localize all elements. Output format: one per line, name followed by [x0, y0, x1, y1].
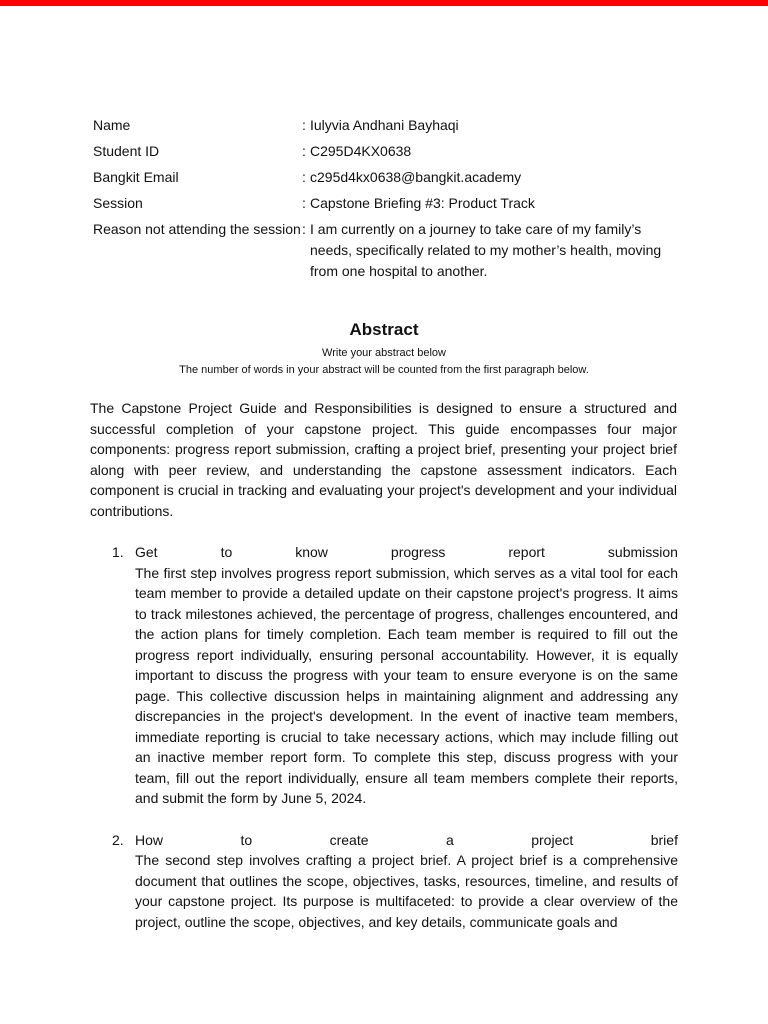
step-title-word: a [445, 831, 454, 848]
info-separator: : [302, 117, 306, 133]
step-title-word: submission [607, 544, 678, 560]
step-body: The second step involves crafting a project brief. A project brief is a comprehensive document that outlines the scope, objectives, tasks, resources, timeline, and results of your capstone project. Its purpose is multifaceted: to provide a clear overview of the project, outline the scope, objectives, and key details, communicate goals and [135, 852, 678, 930]
step-title [135, 542, 678, 563]
step-title-word: brief [650, 831, 678, 848]
info-separator: : [302, 221, 306, 237]
step-number: 2. [112, 831, 124, 848]
info-value: Capstone Briefing #3: Product Track [310, 195, 535, 211]
info-separator: : [302, 143, 306, 159]
info-separator: : [302, 169, 306, 185]
top-accent-bar [0, 0, 768, 6]
info-row-session [93, 193, 683, 214]
step-number: 1. [112, 544, 124, 560]
step-title-word: create [329, 831, 369, 848]
info-label: Reason not attending the session [93, 221, 301, 237]
info-row-reason [93, 219, 683, 282]
info-label: Name [93, 117, 131, 133]
steps-list [90, 542, 678, 953]
info-row-student-id [93, 141, 683, 162]
step-body: The first step involves progress report submission, which serves as a vital tool for each team member to provide a detailed update on their capstone project's progress. It aims to track milestones achieved, the percentage of progress, challenges encountered, and the action plans for timely completion. Each team member is required to fill out the progress report individually, ensuring personal accountability. However, it is equally important to discuss the progress with your team to ensure everyone is on the same page. This collective discussion helps in maintaining alignment and addressing any discrepancies in the project's development. In the event of inactive team members, immediate reporting is crucial to take necessary actions, which may include filling out an inactive member report form. To complete this step, discuss progress with your team, fill out the report individually, ensure all team members complete their reports, and submit the form by June 5, 2024. [135, 564, 678, 806]
info-label: Student ID [93, 143, 160, 159]
step-title-word: project [531, 831, 574, 848]
step-title-word: know [295, 544, 328, 560]
step-title-word: Get [135, 544, 158, 560]
info-value: C295D4KX0638 [310, 143, 412, 159]
step-title-word: report [508, 544, 545, 560]
abstract-heading: Abstract [349, 320, 419, 339]
info-value: c295d4kx0638@bangkit.academy [310, 169, 522, 185]
list-item [90, 830, 678, 933]
step-title-word: How [135, 831, 164, 848]
step-title [135, 830, 678, 851]
info-row-email [93, 167, 683, 188]
info-label: Session [93, 195, 143, 211]
info-separator: : [302, 195, 306, 211]
abstract-paragraph: The Capstone Project Guide and Responsibilities is designed to ensure a structured and successful completion of your capstone project. This guide encompasses four major components: progress report submission, crafting a project brief, presenting your project brief along with peer review, and understanding the capstone assessment indicators. Each component is crucial in tracking and evaluating your project's development and your individual contributions. [90, 400, 677, 519]
info-row-name [93, 115, 683, 136]
step-title-word: to [220, 544, 233, 560]
step-title-word: progress [390, 544, 446, 560]
abstract-word-count-note: The number of words in your abstract will be counted from the first paragraph below. [179, 364, 589, 376]
info-value: Iulyvia Andhani Bayhaqi [310, 117, 459, 133]
info-value: I am currently on a journey to take care of my family’s needs, specifically related to my mother’s health, moving from one hospital to another. [310, 221, 662, 279]
step-title-word: to [240, 831, 253, 848]
student-info-table [93, 115, 683, 287]
list-item [90, 542, 678, 809]
abstract-instruction: Write your abstract below [322, 347, 446, 359]
info-label: Bangkit Email [93, 169, 179, 185]
